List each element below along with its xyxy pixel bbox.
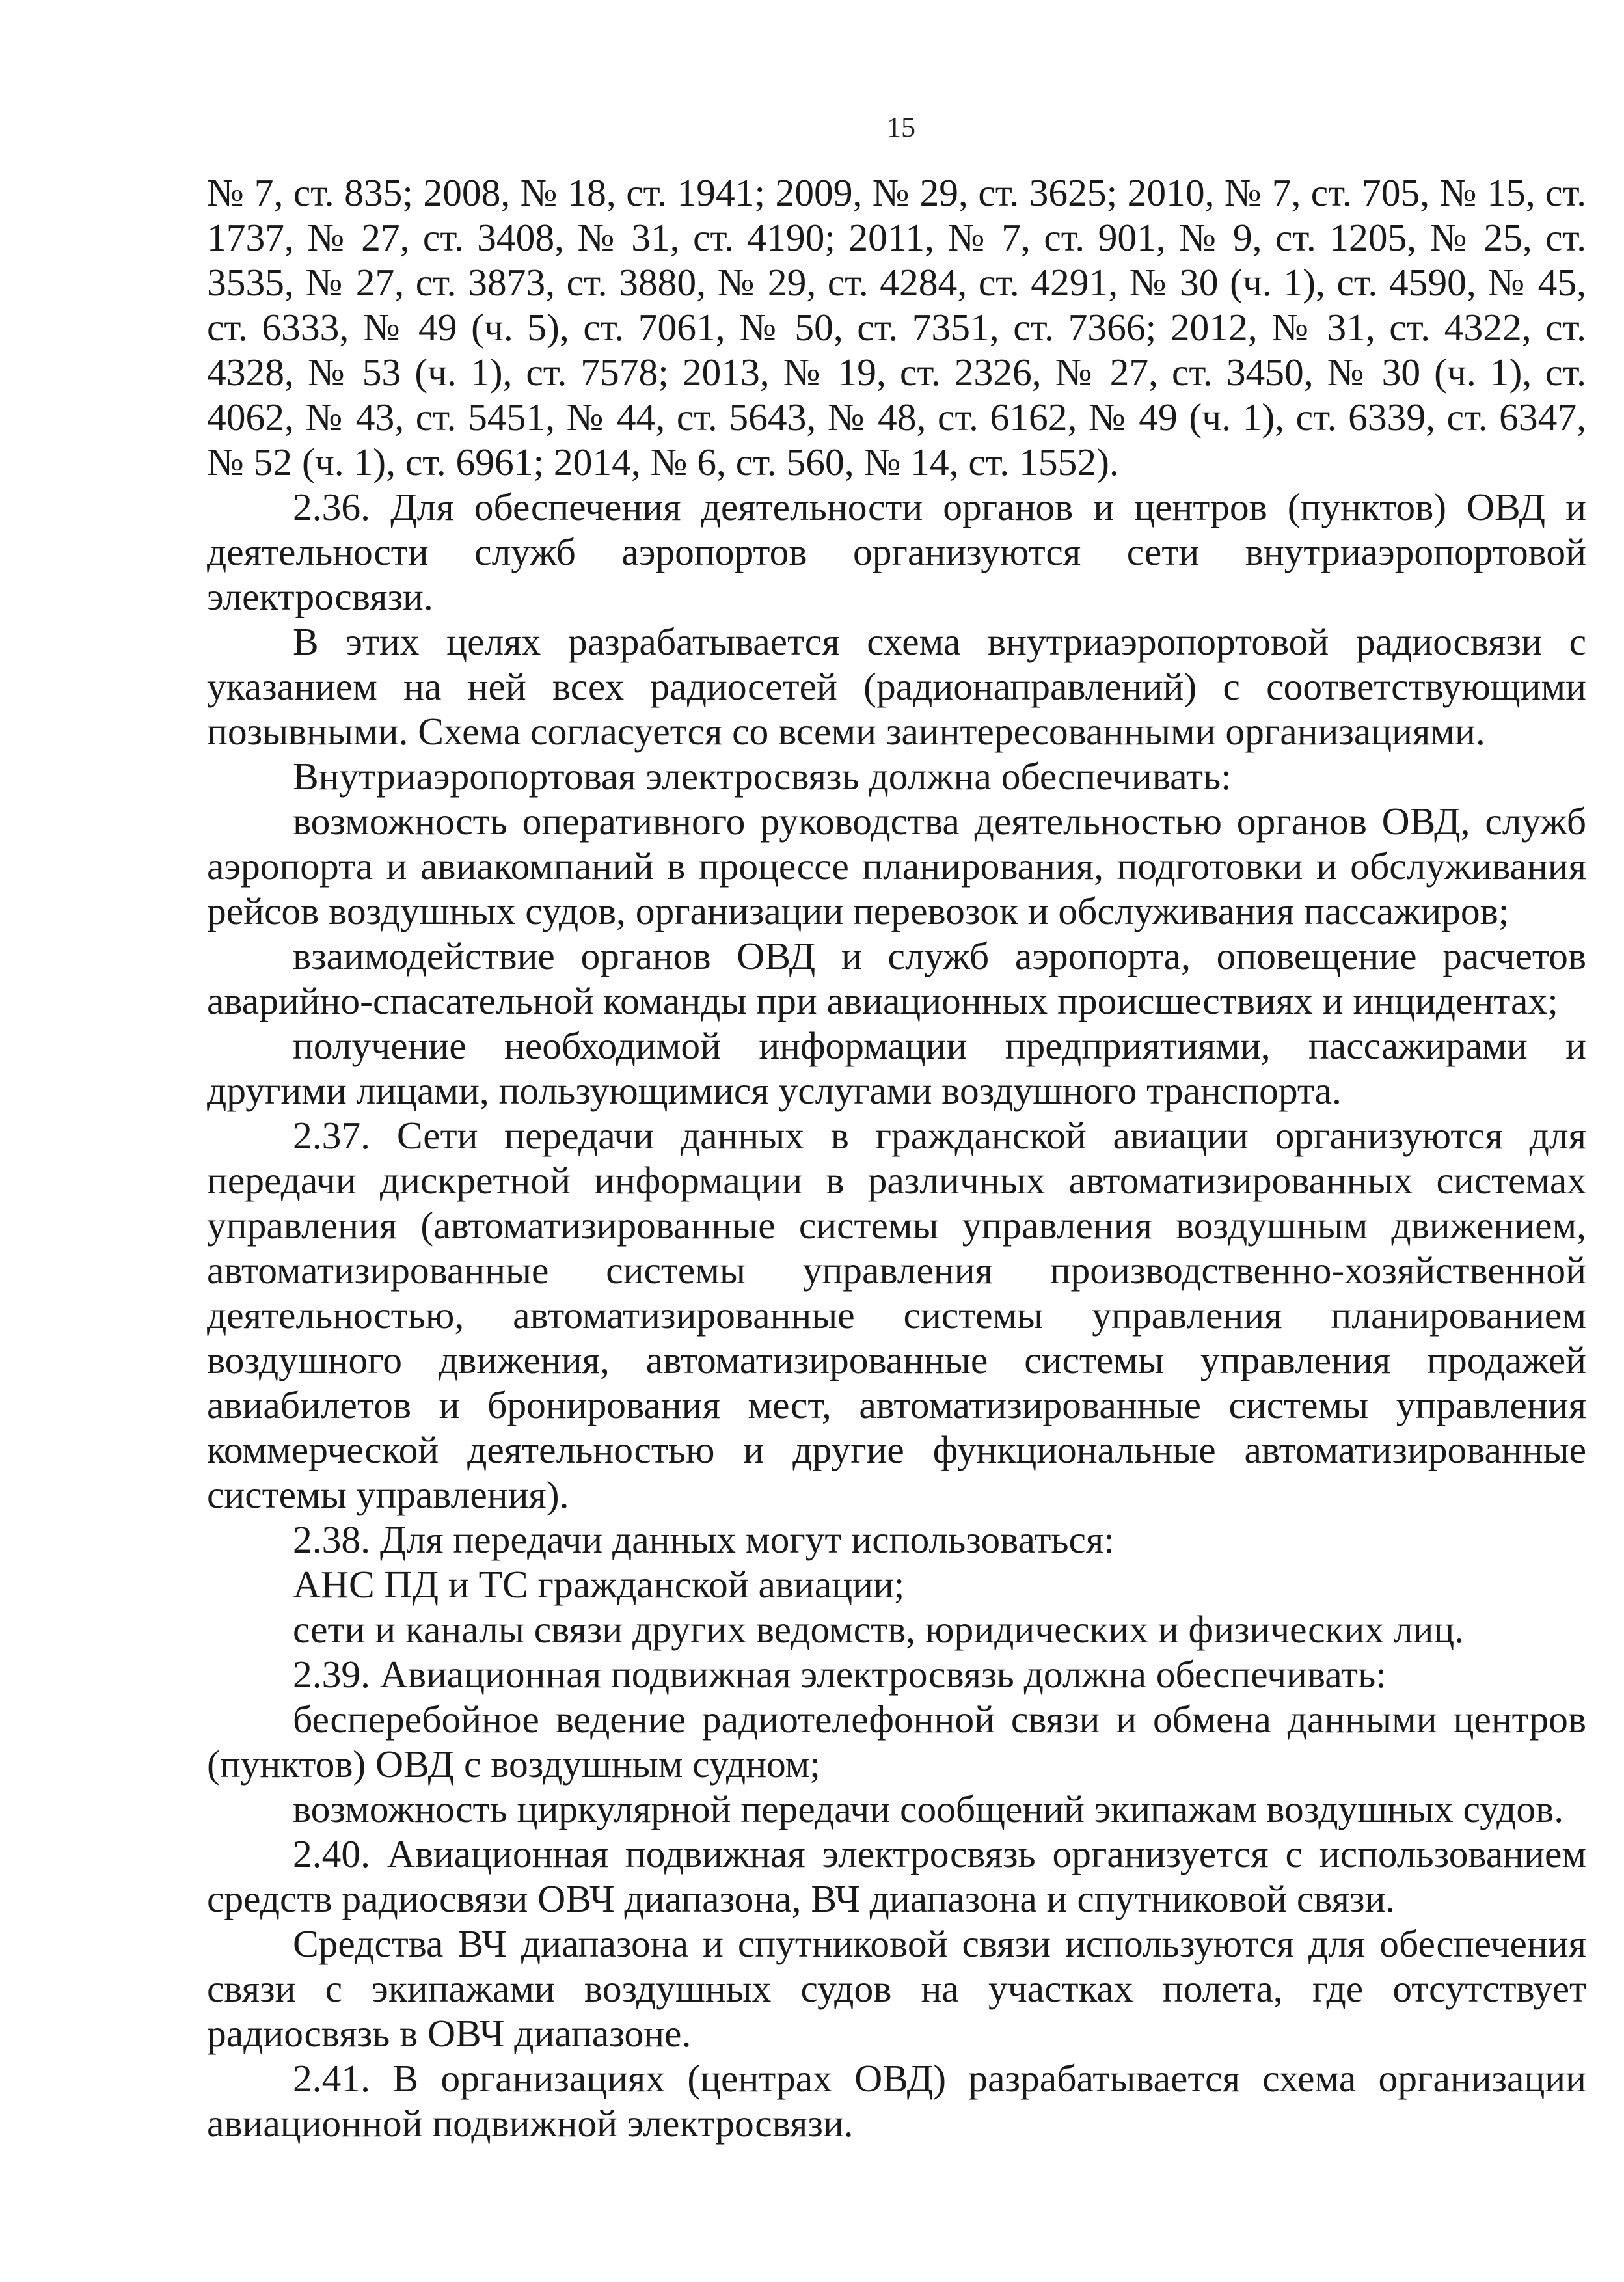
paragraph-2-39: 2.39. Авиационная подвижная электросвязь должна обеспечивать: bbox=[293, 1653, 1387, 1696]
paragraph-intra-item-3: получение необходимой информации предприятиями, пассажирами и другими лицами, пользующимися услугами воздушного транспорта. bbox=[207, 1024, 1586, 1112]
paragraph-2-37: 2.37. Сети передачи данных в гражданской авиации организуются для передачи дискретной информации в различных автоматизированных системах управления (автоматизированные системы управления воздушным движением, автоматизированные системы управления производственно-хозяйственной деятельностью, автоматизированные системы управления планированием воздушного движения, автоматизированные системы управления продажей авиабилетов и бронирования мест, автоматизированные системы управления коммерческой деятельностью и другие функциональные автоматизированные системы управления). bbox=[207, 1114, 1586, 1516]
paragraph-2-38: 2.38. Для передачи данных могут использоваться: bbox=[293, 1518, 1115, 1561]
page-number: 15 bbox=[887, 111, 915, 143]
paragraph-2-39-item-1: бесперебойное ведение радиотелефонной связи и обмена данными центров (пунктов) ОВД с воздушным судном; bbox=[207, 1698, 1586, 1786]
paragraph-2-36: 2.36. Для обеспечения деятельности органов и центров (пунктов) ОВД и деятельности служб аэропортов организуются сети внутриаэропортовой электросвязи. bbox=[207, 485, 1586, 618]
paragraph-2-40-hf: Средства ВЧ диапазона и спутниковой связи используются для обеспечения связи с экипажами воздушных судов на участках полета, где отсутствует радиосвязь в ОВЧ диапазоне. bbox=[207, 1922, 1586, 2055]
paragraph-2-38-item-1: АНС ПД и ТС гражданской авиации; bbox=[293, 1563, 905, 1606]
document-body bbox=[207, 170, 1586, 2146]
paragraph-2-41: 2.41. В организациях (центрах ОВД) разрабатывается схема организации авиационной подвижной электросвязи. bbox=[207, 2057, 1586, 2145]
paragraph-intra-must: Внутриаэропортовая электросвязь должна обеспечивать: bbox=[293, 755, 1232, 798]
paragraph-citations: № 7, ст. 835; 2008, № 18, ст. 1941; 2009, № 29, ст. 3625; 2010, № 7, ст. 705, № 15, ст. 1737, № 27, ст. 3408, № 31, ст. 4190; 2011, № 7, ст. 901, № 9, ст. 1205, № 25, ст. 3535, № 27, ст. 3873, ст. 3880, № 29, ст. 4284, ст. 4291, № 30 (ч. 1), ст. 4590, № 45, ст. 6333, № 49 (ч. 5), ст. 7061, № 50, ст. 7351, ст. 7366; 2012, № 31, ст. 4322, ст. 4328, № 53 (ч. 1), ст. 7578; 2013, № 19, ст. 2326, № 27, ст. 3450, № 30 (ч. 1), ст. 4062, № 43, ст. 5451, № 44, ст. 5643, № 48, ст. 6162, № 49 (ч. 1), ст. 6339, ст. 6347, № 52 (ч. 1), ст. 6961; 2014, № 6, ст. 560, № 14, ст. 1552). bbox=[207, 171, 1586, 483]
paragraph-2-36-scheme: В этих целях разрабатывается схема внутриаэропортовой радиосвязи с указанием на ней всех радиосетей (радионаправлений) с соответствующими позывными. Схема согласуется со всеми заинтересованными организациями. bbox=[207, 620, 1586, 753]
paragraph-2-40: 2.40. Авиационная подвижная электросвязь организуется с использованием средств радиосвязи ОВЧ диапазона, ВЧ диапазона и спутниковой связи. bbox=[207, 1832, 1586, 1920]
paragraph-2-38-item-2: сети и каналы связи других ведомств, юридических и физических лиц. bbox=[293, 1608, 1465, 1651]
paragraph-intra-item-2: взаимодействие органов ОВД и служб аэропорта, оповещение расчетов аварийно-спасательной команды при авиационных происшествиях и инцидентах; bbox=[207, 934, 1586, 1022]
paragraph-intra-item-1: возможность оперативного руководства деятельностью органов ОВД, служб аэропорта и авиакомпаний в процессе планирования, подготовки и обслуживания рейсов воздушных судов, организации перевозок и обслуживания пассажиров; bbox=[207, 800, 1586, 932]
paragraph-2-39-item-2: возможность циркулярной передачи сообщений экипажам воздушных судов. bbox=[293, 1787, 1564, 1830]
